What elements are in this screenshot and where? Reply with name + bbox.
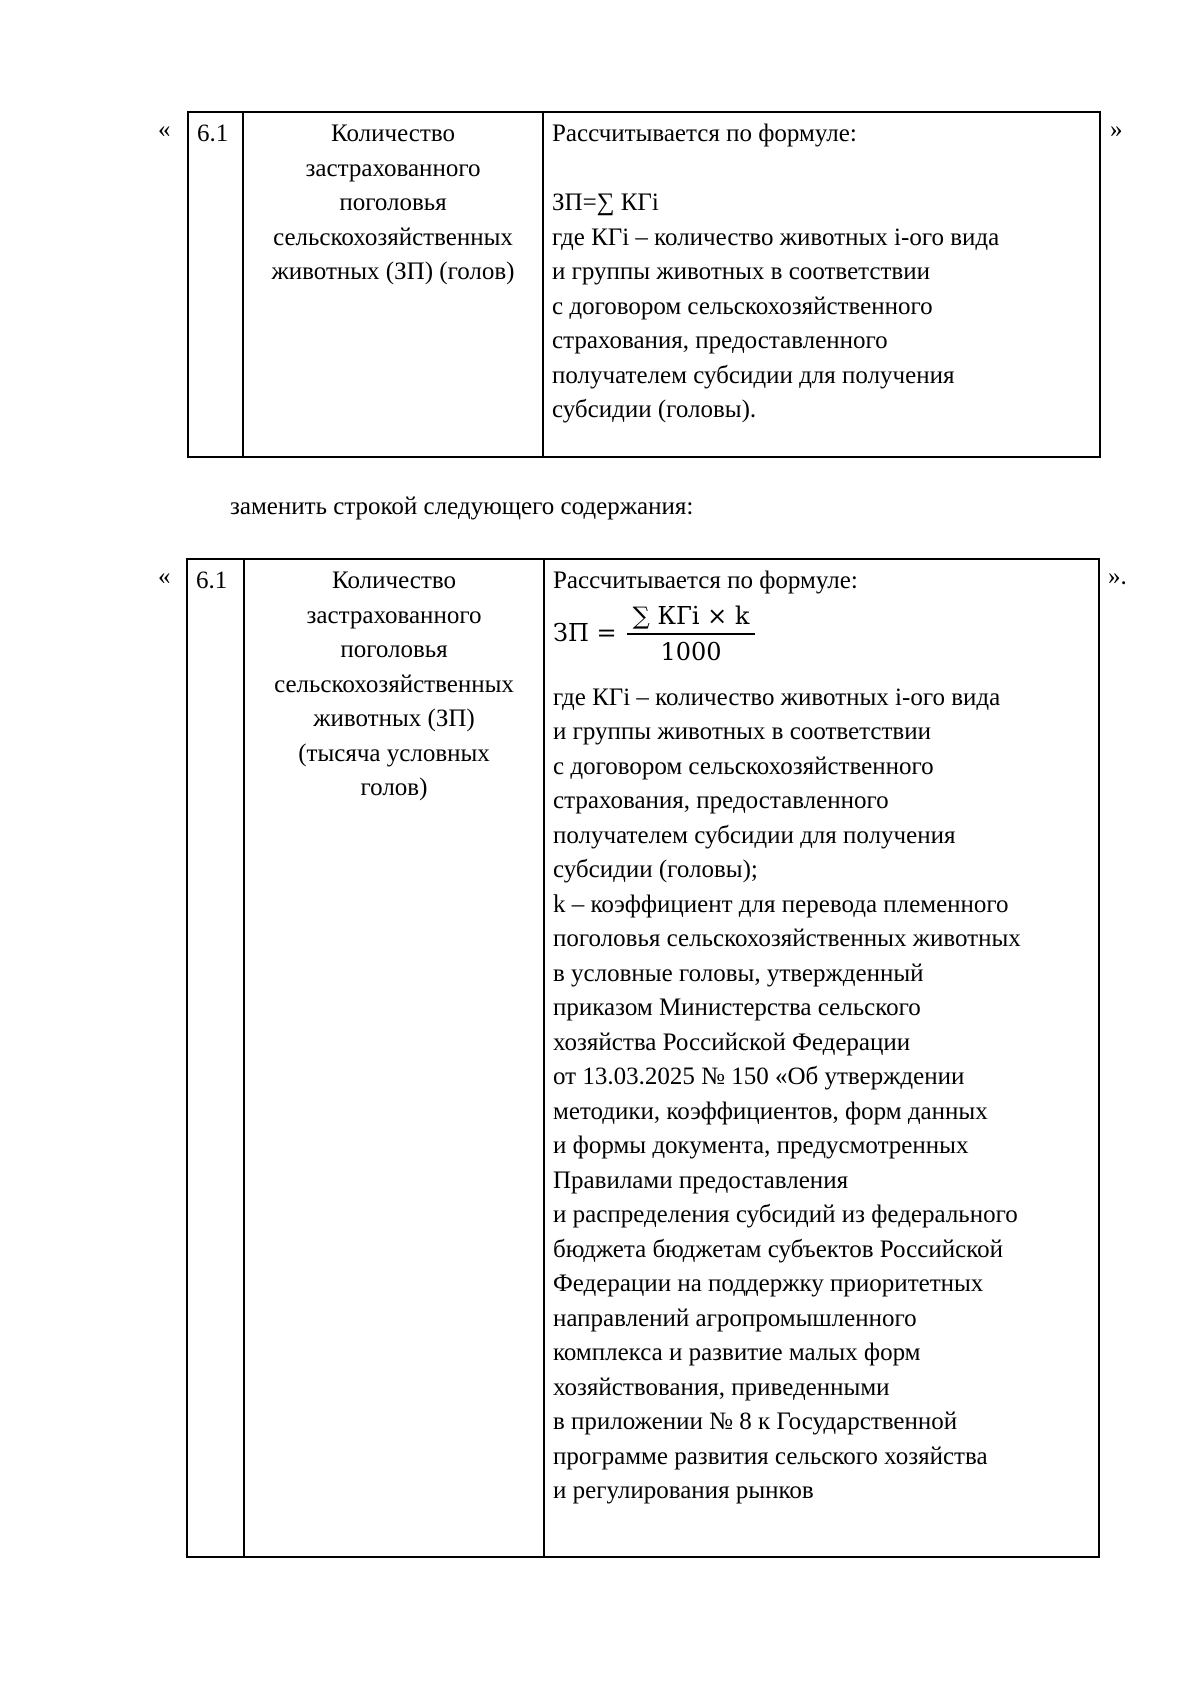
table-old-row (187, 111, 1101, 458)
desc-line: Федерации на поддержку приоритетных (553, 1270, 984, 1297)
close-quote-2: ». (1108, 563, 1127, 590)
replacement-intro: заменить строкой следующего содержания: (230, 493, 694, 520)
desc-line: где КГi – количество животных i-ого вида (553, 683, 1001, 711)
desc-line: и регулирования рынков (553, 1477, 814, 1504)
formula-denominator: 1000 (660, 637, 722, 666)
indicator-name (244, 559, 544, 1557)
desc-heading: Рассчитывается по формуле: (552, 120, 857, 147)
desc-line: субсидии (головы). (552, 396, 757, 423)
desc-line: в приложении № 8 к Государственной (553, 1408, 958, 1435)
name-line: животных (ЗП) (313, 705, 475, 732)
name-line: (тысяча условных (298, 739, 490, 767)
desc-line: получателем субсидии для получения (552, 361, 955, 389)
desc-line: приказом Министерства сельского (553, 994, 921, 1021)
name-line: голов) (360, 774, 428, 801)
row-number: 6.1 (188, 112, 243, 457)
desc-line: где КГi – количество животных i-ого вида (552, 223, 1000, 251)
formula-numerator: ∑ КГi × k (627, 601, 756, 635)
desc-line: хозяйства Российской Федерации (553, 1028, 911, 1056)
desc-line: Правилами предоставления (553, 1166, 849, 1194)
open-quote-2: « (158, 563, 171, 590)
formula-lhs: ЗП = (553, 619, 617, 648)
formula-text: ЗП=∑ КГi (552, 189, 659, 216)
calculation-description (543, 112, 1100, 457)
desc-line: и группы животных в соответствии (553, 718, 931, 745)
row-number: 6.1 (187, 559, 244, 1557)
desc-line: страхования, предоставленного (553, 787, 889, 814)
desc-line: в условные головы, утвержденный (553, 959, 924, 987)
desc-line: и группы животных в соответствии (552, 258, 930, 285)
name-line: животных (ЗП) (голов) (271, 258, 515, 285)
name-line: поголовья (340, 636, 448, 663)
desc-line: с договором сельскохозяйственного (552, 292, 933, 320)
desc-line: страхования, предоставленного (552, 327, 888, 354)
desc-line: программе развития сельского хозяйства (553, 1442, 988, 1470)
table-new-row (186, 558, 1100, 1558)
desc-line: методики, коэффициентов, форм данных (553, 1097, 988, 1125)
desc-line: от 13.03.2025 № 150 «Об утверждении (553, 1063, 965, 1090)
desc-line: k – коэффициент для перевода племенного (553, 890, 1009, 918)
desc-line: и формы документа, предусмотренных (553, 1132, 969, 1159)
desc-line: поголовья сельскохозяйственных животных (553, 925, 1021, 952)
desc-line: субсидии (головы); (553, 856, 758, 883)
name-line: Количество (332, 567, 456, 594)
desc-line: и распределения субсидий из федерального (553, 1201, 1018, 1228)
desc-line: направлений агропромышленного (553, 1304, 917, 1332)
desc-line: бюджета бюджетам субъектов Российской (553, 1235, 1003, 1263)
name-line: застрахованного (305, 154, 481, 182)
desc-heading: Рассчитывается по формуле: (553, 567, 858, 594)
indicator-name (243, 112, 543, 457)
formula-fraction (627, 601, 756, 667)
desc-lines (553, 681, 1090, 1509)
open-quote-1: « (158, 116, 171, 143)
desc-line: хозяйствования, приведенными (553, 1373, 890, 1401)
formula (553, 599, 1090, 669)
desc-line: с договором сельскохозяйственного (553, 752, 934, 780)
calculation-description (544, 559, 1099, 1557)
desc-line: получателем субсидии для получения (553, 821, 956, 849)
name-line: поголовья (339, 189, 447, 216)
desc-line: комплекса и развитие малых форм (553, 1339, 921, 1366)
close-quote-1: » (1110, 116, 1123, 143)
name-line: застрахованного (306, 601, 482, 629)
name-line: сельскохозяйственных (274, 670, 514, 698)
name-line: сельскохозяйственных (273, 223, 513, 251)
name-line: Количество (331, 120, 455, 147)
